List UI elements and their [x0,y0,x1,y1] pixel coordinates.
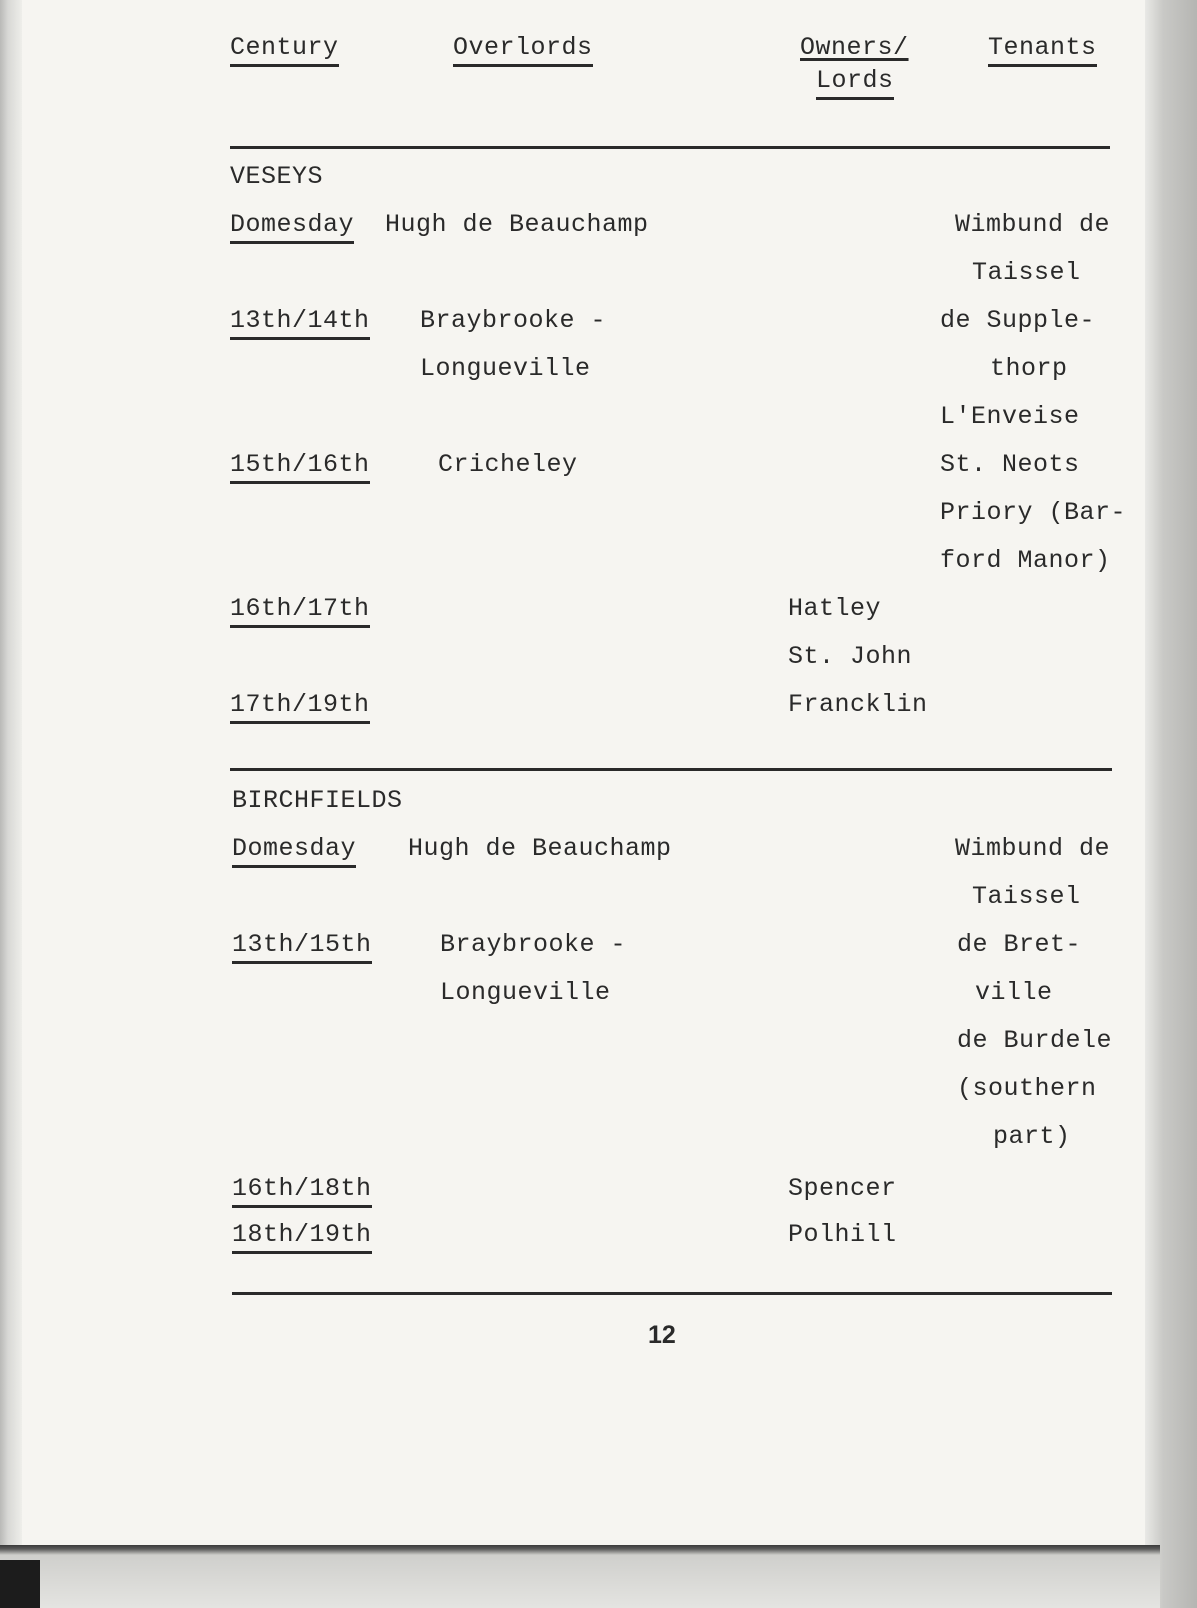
birchfields-domesday-overlord: Hugh de Beauchamp [408,834,672,863]
birchfields-13th-overlord-1: Braybrooke - [440,930,627,959]
veseys-13th-label: 13th/14th [230,306,370,340]
birchfields-domesday-tenant-1: Wimbund de [955,834,1111,863]
birchfields-13th-label: 13th/15th [232,930,372,964]
bottom-divider [232,1292,1112,1295]
veseys-domesday-tenant-2: Taissel [972,258,1081,287]
birchfields-18th-owner: Polhill [788,1220,897,1249]
veseys-16th-owner-1: Hatley [788,594,882,623]
header-overlords: Overlords [453,33,593,67]
birchfields-domesday-tenant-2: Taissel [972,882,1081,911]
header-century: Century [230,33,339,67]
veseys-domesday-label: Domesday [230,210,354,244]
section-title-birchfields: BIRCHFIELDS [232,786,403,815]
birchfields-13th-overlord-2: Longueville [440,978,611,1007]
header-tenants: Tenants [988,33,1097,67]
section-title-veseys: VESEYS [230,162,324,191]
veseys-domesday-overlord: Hugh de Beauchamp [385,210,649,239]
veseys-15th-tenant-1: St. Neots [940,450,1080,479]
birchfields-13th-tenant-1: de Bret- [957,930,1082,959]
birchfields-domesday-label: Domesday [232,834,356,868]
veseys-13th-overlord-2: Longueville [420,354,591,383]
birchfields-13th-tenant-4: (southern [957,1074,1097,1103]
birchfields-13th-tenant-2: ville [975,978,1053,1007]
header-owners: Owners/ [800,33,909,62]
birchfields-13th-tenant-3: de Burdele [957,1026,1113,1055]
page-corner-shadow [0,1560,40,1608]
veseys-16th-label: 16th/17th [230,594,370,628]
page-number: 12 [648,1321,676,1349]
page-left-edge [0,0,22,1608]
veseys-17th-label: 17th/19th [230,690,370,724]
page-bottom-edge [0,1545,1160,1608]
birchfields-16th-label: 16th/18th [232,1174,372,1208]
header-divider [230,146,1110,149]
veseys-13th-tenant-2: thorp [990,354,1068,383]
veseys-13th-tenant-3: L'Enveise [940,402,1080,431]
page-right-edge [1145,0,1197,1608]
veseys-domesday-tenant-1: Wimbund de [955,210,1111,239]
veseys-13th-tenant-1: de Supple- [940,306,1096,335]
veseys-15th-overlord: Cricheley [438,450,578,479]
birchfields-13th-tenant-5: part) [993,1122,1071,1151]
veseys-15th-tenant-2: Priory (Bar- [940,498,1127,527]
veseys-15th-tenant-3: ford Manor) [940,546,1111,575]
header-lords: Lords [816,66,894,100]
veseys-17th-owner: Francklin [788,690,928,719]
birchfields-16th-owner: Spencer [788,1174,897,1203]
section-divider [230,768,1112,771]
veseys-15th-label: 15th/16th [230,450,370,484]
birchfields-18th-label: 18th/19th [232,1220,372,1254]
veseys-16th-owner-2: St. John [788,642,913,671]
veseys-13th-overlord-1: Braybrooke - [420,306,607,335]
